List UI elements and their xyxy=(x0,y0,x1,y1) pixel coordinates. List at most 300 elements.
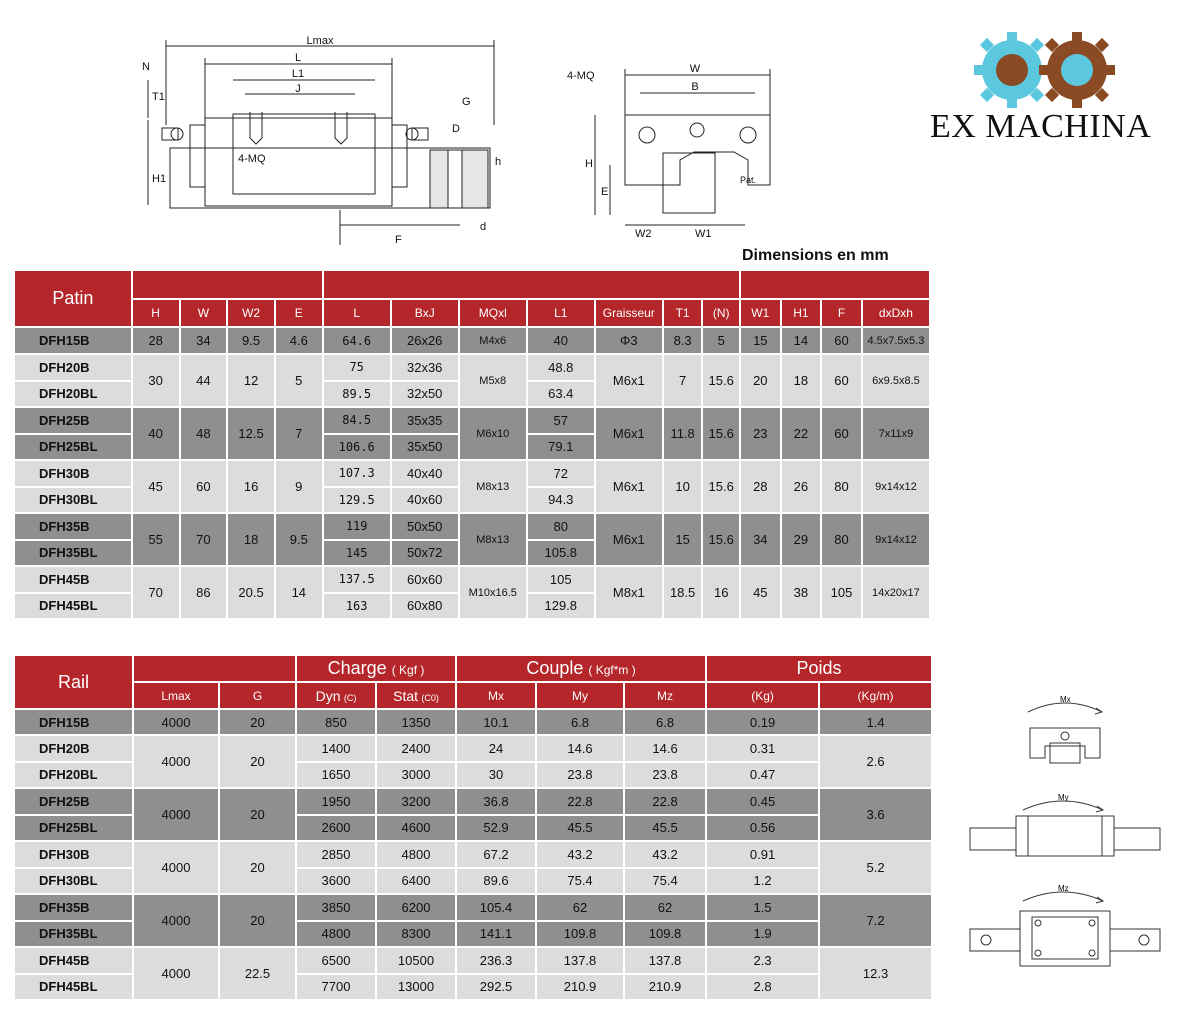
table-row xyxy=(14,709,932,735)
model-cell: DFH15B xyxy=(14,709,133,735)
col-header: (N) xyxy=(702,299,740,327)
table-cell: 9x14x12 xyxy=(862,513,930,566)
table-cell: 14.6 xyxy=(536,735,624,762)
table-cell: 62 xyxy=(624,894,706,921)
table-cell: 18.5 xyxy=(663,566,703,619)
table-cell: 67.2 xyxy=(456,841,536,868)
table-cell: 10 xyxy=(663,460,703,513)
poids-group-header: Poids xyxy=(706,655,932,682)
table-cell: 137.5 xyxy=(323,566,391,593)
dim-g: G xyxy=(462,96,471,108)
table-cell: 60 xyxy=(821,327,862,354)
table-cell: 6.8 xyxy=(536,709,624,735)
table-cell: 4000 xyxy=(133,735,219,788)
table-cell: 1950 xyxy=(296,788,376,815)
table-cell: 75 xyxy=(323,354,391,381)
table-cell: 106.6 xyxy=(323,434,391,461)
table-cell: 80 xyxy=(821,460,862,513)
table-cell: 48 xyxy=(180,407,228,460)
model-cell: DFH45BL xyxy=(14,974,133,1001)
table-cell: 1.9 xyxy=(706,921,819,948)
col-header: L1 xyxy=(527,299,595,327)
mz-moment-diagram xyxy=(968,873,1163,968)
patin-corner: Patin xyxy=(14,270,132,327)
col-header-g: G xyxy=(219,682,296,709)
table-cell: 20 xyxy=(219,841,296,894)
table-cell: 84.5 xyxy=(323,407,391,434)
table-cell: 64.6 xyxy=(323,327,391,354)
table-cell: 30 xyxy=(132,354,180,407)
front-b: B xyxy=(691,81,699,93)
table-cell: M8x1 xyxy=(595,566,663,619)
table-cell: 75.4 xyxy=(624,868,706,895)
table-cell: 89.6 xyxy=(456,868,536,895)
table-cell: 9.5 xyxy=(227,327,275,354)
model-cell: DFH45BL xyxy=(14,593,132,620)
dim-lmax: Lmax xyxy=(306,35,334,47)
col-header-kg: (Kg) xyxy=(706,682,819,709)
col-header: Graisseur xyxy=(595,299,663,327)
col-header-my: My xyxy=(536,682,624,709)
couple-label: Couple xyxy=(526,658,584,678)
table-cell: M8x13 xyxy=(459,460,527,513)
table-cell: 40x40 xyxy=(391,460,459,487)
table-cell: 15.6 xyxy=(702,407,740,460)
table-cell: 7x11x9 xyxy=(862,407,930,460)
table-cell: 23.8 xyxy=(624,762,706,789)
table-cell: M6x1 xyxy=(595,354,663,407)
table-cell: 2850 xyxy=(296,841,376,868)
charge-label: Charge xyxy=(327,658,387,678)
model-cell: DFH35B xyxy=(14,513,132,540)
table-cell: 24 xyxy=(456,735,536,762)
dyn-label: Dyn xyxy=(315,687,341,704)
table-cell: 105 xyxy=(527,566,595,593)
table-cell: 15 xyxy=(740,327,781,354)
side-view-drawing xyxy=(130,30,520,255)
table-cell: 60x60 xyxy=(391,566,459,593)
table-cell: 43.2 xyxy=(536,841,624,868)
table-cell: M8x13 xyxy=(459,513,527,566)
table-cell: 20.5 xyxy=(227,566,275,619)
table-cell: 45.5 xyxy=(624,815,706,842)
table-cell: 119 xyxy=(323,513,391,540)
front-w: W xyxy=(689,63,701,75)
table-cell: 80 xyxy=(821,513,862,566)
table-cell: 15 xyxy=(663,513,703,566)
table-cell: 2600 xyxy=(296,815,376,842)
table-cell: 23.8 xyxy=(536,762,624,789)
table-cell: 6400 xyxy=(376,868,456,895)
table-cell: 4000 xyxy=(133,788,219,841)
table-row xyxy=(14,841,932,868)
table-cell: 23 xyxy=(740,407,781,460)
table-cell: 9.5 xyxy=(275,513,323,566)
model-cell: DFH35BL xyxy=(14,540,132,567)
model-cell: DFH30BL xyxy=(14,487,132,514)
table-cell: 18 xyxy=(227,513,275,566)
dim-h-small: h xyxy=(495,156,502,168)
logo-text: EX MACHINA xyxy=(930,108,1152,145)
table-cell: 32x50 xyxy=(391,381,459,408)
table-cell: 75.4 xyxy=(536,868,624,895)
model-cell: DFH20BL xyxy=(14,762,133,789)
table-cell: 14.6 xyxy=(624,735,706,762)
table-cell: 8300 xyxy=(376,921,456,948)
table-cell: 3850 xyxy=(296,894,376,921)
table-cell: 210.9 xyxy=(624,974,706,1001)
table-cell: 0.47 xyxy=(706,762,819,789)
table-cell: 1400 xyxy=(296,735,376,762)
table-cell: 29 xyxy=(781,513,822,566)
table-cell: 0.31 xyxy=(706,735,819,762)
table-cell: Φ3 xyxy=(595,327,663,354)
my-label: My xyxy=(1058,793,1069,802)
table-cell: 4800 xyxy=(296,921,376,948)
table-cell: 5.2 xyxy=(819,841,932,894)
table-cell: 28 xyxy=(132,327,180,354)
col-header: W1 xyxy=(740,299,781,327)
table-cell: 94.3 xyxy=(527,487,595,514)
table-cell: 3.6 xyxy=(819,788,932,841)
table-cell: 10.1 xyxy=(456,709,536,735)
table-cell: 9 xyxy=(275,460,323,513)
table-cell: M6x1 xyxy=(595,460,663,513)
table-cell: 129.5 xyxy=(323,487,391,514)
table-cell: 109.8 xyxy=(624,921,706,948)
table-cell: 4000 xyxy=(133,841,219,894)
front-h: H xyxy=(585,158,593,170)
front-e: E xyxy=(601,186,609,198)
table-cell: 28 xyxy=(740,460,781,513)
table-cell: 60 xyxy=(180,460,228,513)
table-cell: 9x14x12 xyxy=(862,460,930,513)
table-cell: 105 xyxy=(821,566,862,619)
model-cell: DFH25B xyxy=(14,407,132,434)
table-cell: 18 xyxy=(781,354,822,407)
table-cell: M10x16.5 xyxy=(459,566,527,619)
table-cell: 0.19 xyxy=(706,709,819,735)
table-cell: 35x50 xyxy=(391,434,459,461)
table-cell: 8.3 xyxy=(663,327,703,354)
table-cell: 210.9 xyxy=(536,974,624,1001)
table-cell: 6500 xyxy=(296,947,376,974)
stat-label: Stat xyxy=(393,687,419,704)
table-cell: M5x8 xyxy=(459,354,527,407)
table-cell: 3600 xyxy=(296,868,376,895)
table-cell: 0.45 xyxy=(706,788,819,815)
table-cell: 0.91 xyxy=(706,841,819,868)
table-cell: 60 xyxy=(821,354,862,407)
table-cell: 7 xyxy=(663,354,703,407)
table-cell: 35x35 xyxy=(391,407,459,434)
model-cell: DFH25BL xyxy=(14,434,132,461)
table-cell: 1.5 xyxy=(706,894,819,921)
table-row xyxy=(14,460,930,487)
table-cell: 20 xyxy=(219,788,296,841)
table-cell: 137.8 xyxy=(624,947,706,974)
table-cell: 14x20x17 xyxy=(862,566,930,619)
table-cell: 1350 xyxy=(376,709,456,735)
patin-group-2 xyxy=(323,270,740,299)
model-cell: DFH35BL xyxy=(14,921,133,948)
table-cell: 16 xyxy=(227,460,275,513)
model-cell: DFH30B xyxy=(14,460,132,487)
col-header-dyn xyxy=(296,682,376,709)
dyn-sub: (C) xyxy=(343,692,357,703)
table-cell: 48.8 xyxy=(527,354,595,381)
table-cell: 45.5 xyxy=(536,815,624,842)
table-cell: 60 xyxy=(821,407,862,460)
model-cell: DFH35B xyxy=(14,894,133,921)
table-cell: 163 xyxy=(323,593,391,620)
table-cell: 107.3 xyxy=(323,460,391,487)
model-cell: DFH25BL xyxy=(14,815,133,842)
table-cell: 850 xyxy=(296,709,376,735)
dim-d-small: d xyxy=(480,221,487,233)
table-cell: 7.2 xyxy=(819,894,932,947)
table-row xyxy=(14,327,930,354)
table-cell: 137.8 xyxy=(536,947,624,974)
front-pat: Pat. xyxy=(740,175,757,185)
table-cell: 30 xyxy=(456,762,536,789)
table-cell: 14 xyxy=(275,566,323,619)
table-cell: 89.5 xyxy=(323,381,391,408)
table-cell: 15.6 xyxy=(702,354,740,407)
table-cell: 52.9 xyxy=(456,815,536,842)
table-cell: 2.6 xyxy=(819,735,932,788)
table-cell: M6x10 xyxy=(459,407,527,460)
dim-l1: L1 xyxy=(291,68,305,80)
model-cell: DFH45B xyxy=(14,566,132,593)
table-cell: M4x6 xyxy=(459,327,527,354)
col-header: W xyxy=(180,299,228,327)
table-cell: 60x80 xyxy=(391,593,459,620)
mx-moment-diagram xyxy=(1020,688,1110,768)
table-cell: 45 xyxy=(740,566,781,619)
front-view-drawing xyxy=(565,55,795,245)
table-cell: 4.6 xyxy=(275,327,323,354)
patin-group-1 xyxy=(132,270,323,299)
table-cell: 57 xyxy=(527,407,595,434)
couple-group-header xyxy=(456,655,706,682)
col-header: H xyxy=(132,299,180,327)
table-row xyxy=(14,407,930,434)
front-w2: W2 xyxy=(635,228,652,240)
table-cell: 70 xyxy=(180,513,228,566)
mx-label: Mx xyxy=(1060,695,1071,704)
dim-j: J xyxy=(295,83,301,95)
col-header: E xyxy=(275,299,323,327)
table-cell: 40 xyxy=(132,407,180,460)
table-cell: 15.6 xyxy=(702,460,740,513)
table-cell: 7 xyxy=(275,407,323,460)
table-cell: 105.8 xyxy=(527,540,595,567)
table-row xyxy=(14,566,930,593)
dim-f: F xyxy=(395,234,402,246)
table-cell: 105.4 xyxy=(456,894,536,921)
table-cell: 12 xyxy=(227,354,275,407)
table-cell: 1.4 xyxy=(819,709,932,735)
table-row xyxy=(14,894,932,921)
table-cell: 38 xyxy=(781,566,822,619)
table-cell: 12.5 xyxy=(227,407,275,460)
table-cell: 4800 xyxy=(376,841,456,868)
col-header-mx: Mx xyxy=(456,682,536,709)
front-w1: W1 xyxy=(695,228,712,240)
table-cell: 7700 xyxy=(296,974,376,1001)
table-cell: 79.1 xyxy=(527,434,595,461)
dim-l: L xyxy=(294,52,302,64)
table-cell: M6x1 xyxy=(595,407,663,460)
patin-table xyxy=(14,270,930,619)
table-cell: 36.8 xyxy=(456,788,536,815)
dim-n: N xyxy=(142,61,150,73)
table-cell: 40 xyxy=(527,327,595,354)
col-header: W2 xyxy=(227,299,275,327)
table-cell: 3000 xyxy=(376,762,456,789)
table-row xyxy=(14,513,930,540)
table-cell: 0.56 xyxy=(706,815,819,842)
gears-logo-icon xyxy=(972,30,1122,110)
charge-group-header xyxy=(296,655,456,682)
table-cell: 20 xyxy=(219,735,296,788)
table-cell: 6200 xyxy=(376,894,456,921)
table-cell: 43.2 xyxy=(624,841,706,868)
units-note: Dimensions en mm xyxy=(742,247,889,264)
table-cell: 34 xyxy=(180,327,228,354)
col-header: MQxl xyxy=(459,299,527,327)
table-cell: 45 xyxy=(132,460,180,513)
model-cell: DFH15B xyxy=(14,327,132,354)
rail-table xyxy=(14,655,932,1000)
table-cell: 11.8 xyxy=(663,407,703,460)
table-cell: 22.8 xyxy=(536,788,624,815)
col-header-stat xyxy=(376,682,456,709)
model-cell: DFH45B xyxy=(14,947,133,974)
rail-group-blank xyxy=(133,655,296,682)
dim-d-big: D xyxy=(452,123,460,135)
model-cell: DFH25B xyxy=(14,788,133,815)
table-cell: 6.8 xyxy=(624,709,706,735)
dim-4mq: 4-MQ xyxy=(238,153,266,165)
table-cell: 22 xyxy=(781,407,822,460)
table-cell: 72 xyxy=(527,460,595,487)
table-cell: 80 xyxy=(527,513,595,540)
model-cell: DFH20BL xyxy=(14,381,132,408)
patin-group-3 xyxy=(740,270,930,299)
model-cell: DFH20B xyxy=(14,354,132,381)
table-cell: 22.8 xyxy=(624,788,706,815)
table-cell: 4.5x7.5x5.3 xyxy=(862,327,930,354)
couple-unit: ( Kgf*m ) xyxy=(588,663,636,677)
charge-unit: ( Kgf ) xyxy=(391,663,425,677)
table-cell: 15.6 xyxy=(702,513,740,566)
col-header-kgm: (Kg/m) xyxy=(819,682,932,709)
model-cell: DFH20B xyxy=(14,735,133,762)
mz-label: Mz xyxy=(1058,884,1069,893)
table-cell: 10500 xyxy=(376,947,456,974)
table-row xyxy=(14,788,932,815)
table-cell: 145 xyxy=(323,540,391,567)
table-cell: M6x1 xyxy=(595,513,663,566)
table-cell: 70 xyxy=(132,566,180,619)
patin-header-row xyxy=(14,299,930,327)
table-cell: 16 xyxy=(702,566,740,619)
table-cell: 50x72 xyxy=(391,540,459,567)
table-cell: 22.5 xyxy=(219,947,296,1000)
my-moment-diagram xyxy=(968,780,1163,860)
table-cell: 236.3 xyxy=(456,947,536,974)
table-cell: 26x26 xyxy=(391,327,459,354)
table-cell: 34 xyxy=(740,513,781,566)
col-header: H1 xyxy=(781,299,822,327)
table-cell: 109.8 xyxy=(536,921,624,948)
table-cell: 20 xyxy=(219,894,296,947)
table-cell: 4000 xyxy=(133,947,219,1000)
table-cell: 5 xyxy=(702,327,740,354)
dim-t1: T1 xyxy=(152,91,165,103)
table-cell: 26 xyxy=(781,460,822,513)
table-cell: 14 xyxy=(781,327,822,354)
table-row xyxy=(14,354,930,381)
table-cell: 62 xyxy=(536,894,624,921)
stat-sub: (C0) xyxy=(421,692,439,703)
model-cell: DFH30B xyxy=(14,841,133,868)
table-cell: 6x9.5x8.5 xyxy=(862,354,930,407)
table-cell: 1.2 xyxy=(706,868,819,895)
rail-corner: Rail xyxy=(14,655,133,709)
table-cell: 129.8 xyxy=(527,593,595,620)
col-header: BxJ xyxy=(391,299,459,327)
rail-header-row xyxy=(14,682,932,709)
col-header-lmax: Lmax xyxy=(133,682,219,709)
col-header: F xyxy=(821,299,862,327)
table-cell: 2.8 xyxy=(706,974,819,1001)
table-row xyxy=(14,947,932,974)
col-header-mz: Mz xyxy=(624,682,706,709)
table-cell: 32x36 xyxy=(391,354,459,381)
table-cell: 1650 xyxy=(296,762,376,789)
table-cell: 5 xyxy=(275,354,323,407)
table-cell: 4600 xyxy=(376,815,456,842)
table-cell: 44 xyxy=(180,354,228,407)
table-cell: 12.3 xyxy=(819,947,932,1000)
table-cell: 13000 xyxy=(376,974,456,1001)
col-header: L xyxy=(323,299,391,327)
dim-h1: H1 xyxy=(152,173,167,185)
table-cell: 55 xyxy=(132,513,180,566)
table-cell: 141.1 xyxy=(456,921,536,948)
col-header: dxDxh xyxy=(862,299,930,327)
table-cell: 292.5 xyxy=(456,974,536,1001)
table-cell: 3200 xyxy=(376,788,456,815)
table-cell: 4000 xyxy=(133,894,219,947)
table-cell: 40x60 xyxy=(391,487,459,514)
table-cell: 2.3 xyxy=(706,947,819,974)
table-cell: 63.4 xyxy=(527,381,595,408)
model-cell: DFH30BL xyxy=(14,868,133,895)
table-cell: 20 xyxy=(219,709,296,735)
table-cell: 50x50 xyxy=(391,513,459,540)
col-header: T1 xyxy=(663,299,703,327)
table-cell: 4000 xyxy=(133,709,219,735)
table-cell: 2400 xyxy=(376,735,456,762)
front-4mq: 4-MQ xyxy=(567,70,595,82)
table-cell: 86 xyxy=(180,566,228,619)
table-row xyxy=(14,735,932,762)
table-cell: 20 xyxy=(740,354,781,407)
